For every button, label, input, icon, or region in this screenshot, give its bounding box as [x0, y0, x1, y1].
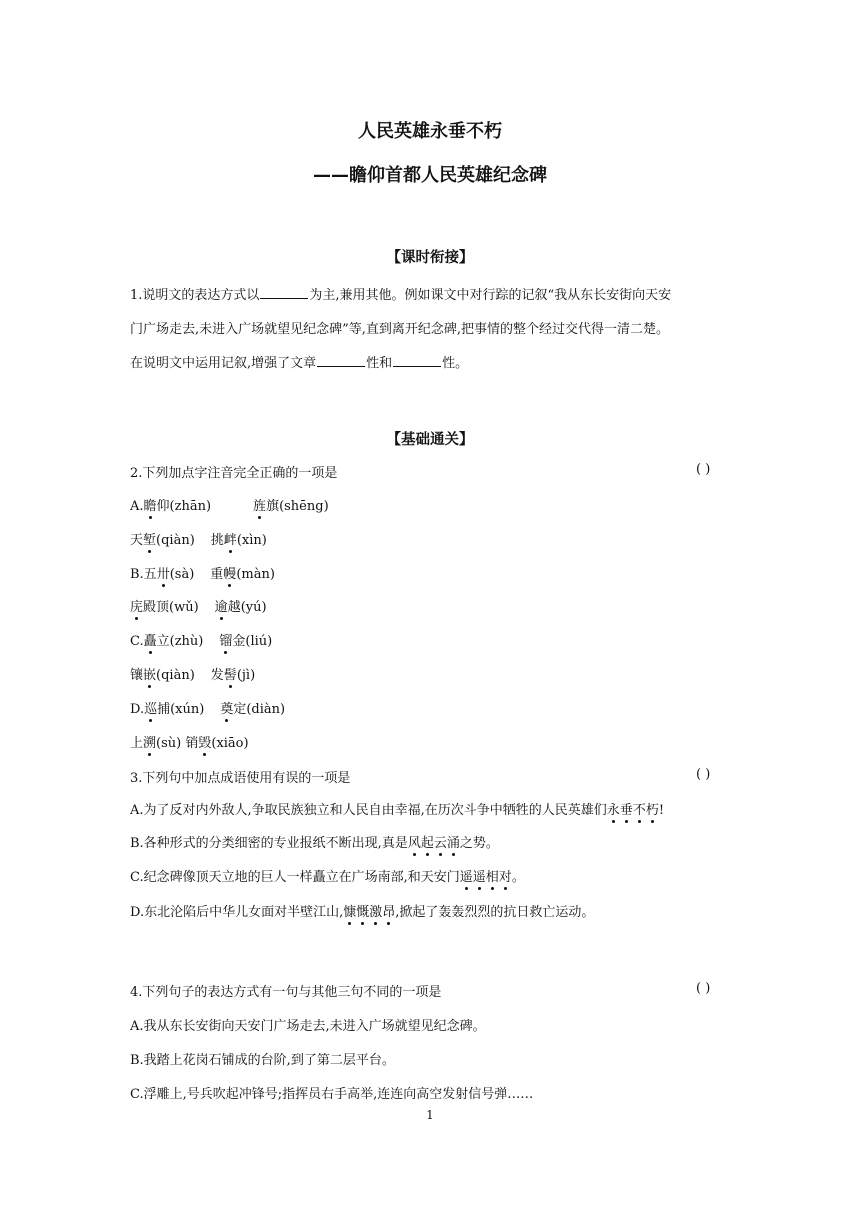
- option-text: 之势。: [459, 836, 499, 851]
- dotted-char: 卅: [156, 567, 170, 582]
- dotted-char: 旌: [253, 499, 267, 514]
- dotted-char: 朽: [645, 803, 659, 818]
- option-text: 越(yú): [227, 600, 267, 615]
- q3-option-d: [130, 901, 594, 920]
- dotted-char: 垂: [619, 803, 633, 818]
- option-text: 。: [511, 870, 525, 885]
- dotted-char: 云: [433, 836, 447, 851]
- dotted-char: 溯: [143, 736, 157, 751]
- q2-option-b-line-2: [130, 596, 267, 615]
- dotted-char: 慷: [343, 905, 357, 920]
- page-number: 1: [426, 1108, 434, 1122]
- answer-paren[interactable]: ( ): [696, 462, 711, 477]
- dotted-char: 堑: [143, 533, 157, 548]
- q4-option-b: B.我踏上花岗石铺成的台阶,到了第二层平台。: [130, 1053, 395, 1068]
- option-text: (sà): [169, 567, 195, 582]
- dotted-char: 对: [498, 870, 512, 885]
- option-text: (xìn): [236, 533, 267, 548]
- dotted-char: 相: [485, 870, 499, 885]
- dotted-char: 镏: [219, 634, 233, 649]
- q4-option-a: A.我从东长安街向天安门广场走去,未进入广场就望见纪念碑。: [130, 1019, 486, 1034]
- dotted-char: 永: [606, 803, 620, 818]
- option-text: 立(zhù): [156, 634, 204, 649]
- q2-option-a-line-2: [130, 529, 267, 548]
- option-text: 殿顶(wǔ): [143, 600, 199, 615]
- option-text: ,掀起了轰轰烈烈的抗日救亡运动。: [395, 905, 595, 920]
- dotted-char: 毁: [198, 736, 212, 751]
- q2-option-d-line-1: [130, 698, 285, 717]
- option-text: (qiàn): [156, 668, 195, 683]
- q3-option-b: [130, 832, 499, 851]
- option-text: A.为了反对内外敌人,争取民族独立和人民自由幸福,在历次斗争中牺牲的人民英雄们: [130, 803, 607, 818]
- section-heading-keshi: 【课时衔接】: [386, 250, 474, 266]
- page-subtitle: ——瞻仰首都人民英雄纪念碑: [313, 165, 547, 186]
- q2-option-b-line-1: [130, 563, 275, 582]
- q1-line-3: [130, 352, 468, 371]
- q1-text: 性和: [366, 356, 393, 371]
- q4-stem: 4.下列句子的表达方式有一句与其他三句不同的一项是: [130, 985, 442, 1000]
- option-text: 上: [130, 736, 144, 751]
- q1-text: 为主,兼用其他。例如课文中对行踪的记叙“我从东长安街向天安: [309, 288, 672, 303]
- q1-line-1: [130, 284, 671, 303]
- dotted-char: 激: [369, 905, 383, 920]
- option-text: B.五: [130, 567, 157, 582]
- dotted-char: 瞻: [143, 499, 157, 514]
- answer-blank[interactable]: [260, 286, 308, 299]
- option-text: (xiāo): [211, 736, 249, 751]
- option-text: 挑: [210, 533, 224, 548]
- option-text: C.纪念碑像顶天立地的巨人一样矗立在广场南部,和天安门: [130, 870, 460, 885]
- dotted-char: 巡: [144, 702, 158, 717]
- dotted-char: 幔: [223, 567, 237, 582]
- q1-text: 在说明文中运用记叙,增强了文章: [130, 356, 317, 371]
- q1-line-2: 门广场走去,未进入广场就望见纪念碑”等,直到离开纪念碑,把事情的整个经过交代得一清二楚。: [130, 322, 670, 337]
- dotted-char: 遥: [459, 870, 473, 885]
- option-text: 天: [130, 533, 144, 548]
- option-text: 镶: [130, 668, 144, 683]
- dotted-char: 衅: [223, 533, 237, 548]
- dotted-char: 遥: [472, 870, 486, 885]
- option-text: C.: [130, 634, 144, 649]
- dotted-char: 髻: [223, 668, 237, 683]
- q1-text: 性。: [442, 356, 469, 371]
- dotted-char: 昂: [382, 905, 396, 920]
- answer-paren[interactable]: ( ): [696, 767, 711, 782]
- q2-option-a-line-1: [130, 495, 329, 514]
- q2-option-d-line-2: [130, 732, 249, 751]
- q3-stem: 3.下列句中加点成语使用有误的一项是: [130, 771, 351, 786]
- answer-paren[interactable]: ( ): [696, 981, 711, 996]
- dotted-char: 奠: [220, 702, 234, 717]
- option-text: 仰(zhān): [156, 499, 212, 514]
- option-text: 定(diàn): [233, 702, 286, 717]
- option-text: 旗(shēng): [266, 499, 329, 514]
- option-text: (qiàn): [156, 533, 195, 548]
- option-text: A.: [130, 499, 144, 514]
- dotted-char: 涌: [446, 836, 460, 851]
- option-text: (jì): [236, 668, 256, 683]
- dotted-char: 矗: [143, 634, 157, 649]
- section-heading-jichu: 【基础通关】: [386, 432, 474, 448]
- q1-text: 1.说明文的表达方式以: [130, 288, 260, 303]
- answer-blank[interactable]: [393, 354, 441, 367]
- option-text: 金(liú): [232, 634, 273, 649]
- option-text: D.: [130, 702, 145, 717]
- q3-option-a: [130, 799, 664, 818]
- dotted-char: 风: [407, 836, 421, 851]
- dotted-char: 嵌: [143, 668, 157, 683]
- answer-blank[interactable]: [317, 354, 365, 367]
- dotted-char: 不: [632, 803, 646, 818]
- q4-option-c: C.浮雕上,号兵吹起冲锋号;指挥员右手高举,连连向高空发射信号弹……: [130, 1087, 534, 1102]
- option-text: D.东北沦陷后中华儿女面对半壁江山,: [130, 905, 344, 920]
- option-text: (sù) 销: [156, 736, 199, 751]
- q2-option-c-line-1: [130, 630, 272, 649]
- option-text: (màn): [236, 567, 275, 582]
- dotted-char: 逾: [214, 600, 228, 615]
- option-text: B.各种形式的分类细密的专业报纸不断出现,真是: [130, 836, 408, 851]
- q3-option-c: [130, 866, 525, 885]
- q2-option-c-line-2: [130, 664, 255, 683]
- dotted-char: 庑: [130, 600, 144, 615]
- dotted-char: 慨: [356, 905, 370, 920]
- q2-stem: 2.下列加点字注音完全正确的一项是: [130, 466, 338, 481]
- option-text: !: [658, 803, 665, 818]
- option-text: 发: [210, 668, 224, 683]
- page-title: 人民英雄永垂不朽: [358, 121, 502, 142]
- dotted-char: 起: [420, 836, 434, 851]
- option-text: 重: [210, 567, 224, 582]
- option-text: 捕(xún): [157, 702, 205, 717]
